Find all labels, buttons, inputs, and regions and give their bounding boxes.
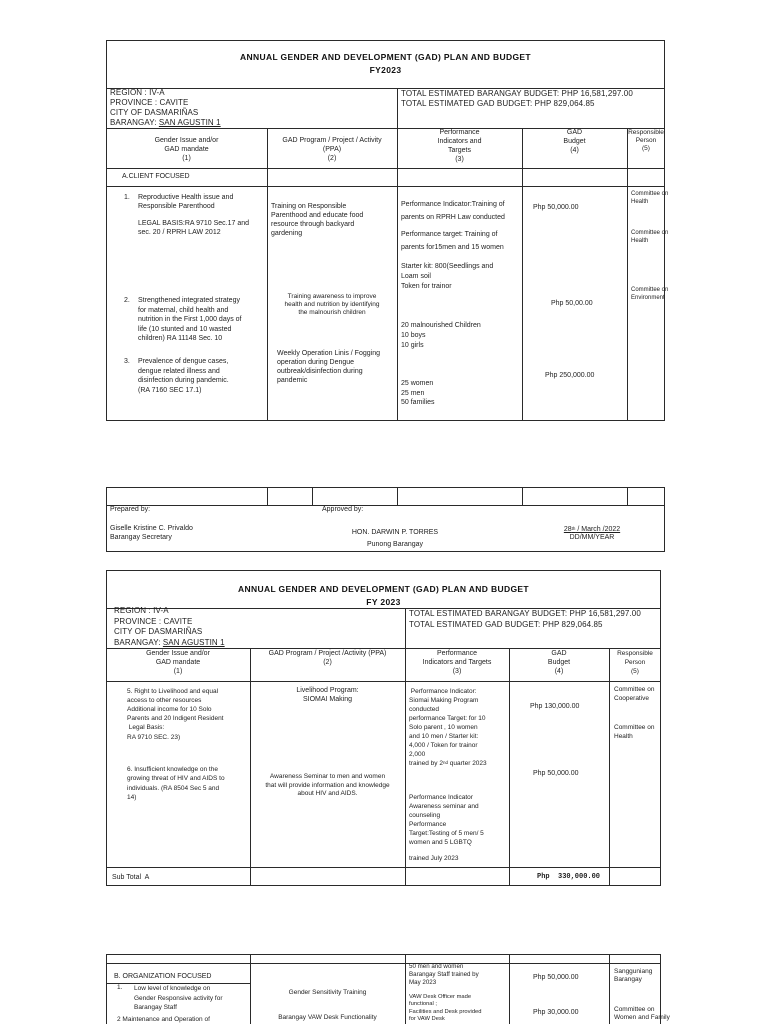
indicator-text: 20 malnourished Children 10 boys 10 girls xyxy=(401,322,481,349)
section-title: B. ORGANIZATION FOCUSED xyxy=(114,973,212,980)
table-rule xyxy=(509,954,510,1024)
city-label: CITY OF DASMARIÑAS xyxy=(110,108,199,117)
column-header-ppa: GAD Program / Project / Activity (PPA) (2) xyxy=(282,137,382,162)
program-text: Gender Sensitivity Training xyxy=(288,989,367,996)
issue-text: Reproductive Health issue and Responsible Parenthood xyxy=(138,194,234,210)
barangay-name: SAN AGUSTIN 1 xyxy=(162,637,225,647)
barangay-name: SAN AGUSTIN 1 xyxy=(158,118,221,127)
total-gad-budget: TOTAL ESTIMATED GAD BUDGET: PHP 829,064.85 xyxy=(409,620,603,629)
column-header-performance: Performance Indicators and Targets (3) xyxy=(422,649,492,675)
region-label: REGION : IV-A xyxy=(114,606,169,615)
responsible-person: Committee on Health xyxy=(631,191,669,205)
table-rule xyxy=(522,128,523,421)
program-text: Livelihood Program: SIOMAI Making xyxy=(296,687,359,703)
table-rule xyxy=(627,487,628,505)
budget-amount: Php 50,000.00 xyxy=(533,204,579,211)
responsible-person: Committee on Health xyxy=(631,230,669,244)
issue-number: 2. xyxy=(124,297,130,304)
barangay-label xyxy=(114,638,225,648)
program-text: Awareness Seminar to men and women that will provide information and knowledge about HIV and AIDS. xyxy=(265,773,390,797)
table-rule xyxy=(106,505,665,506)
budget-amount: Php 50,000.00 xyxy=(533,974,579,981)
responsible-person: Committee on Environment xyxy=(631,287,669,301)
date-rest: / March /2022 xyxy=(575,526,621,533)
trained-by-text: trained by 2 xyxy=(409,759,443,767)
section-title: A.CLIENT FOCUSED xyxy=(122,173,190,180)
subtotal-value: Php 330,000.00 xyxy=(537,873,601,881)
total-barangay-budget: TOTAL ESTIMATED BARANGAY BUDGET: PHP 16,581,297.00 xyxy=(409,609,641,618)
responsible-person: Committee on Health xyxy=(614,724,655,740)
issue-number: 1. xyxy=(117,984,123,991)
indicator-text: VAW Desk Officer made functional ; Facilities and Desk provided for VAW Desk xyxy=(409,994,482,1023)
indicator-text: trained July 2023 xyxy=(409,854,459,862)
column-header-ppa: GAD Program / Project /Activity (PPA) (2) xyxy=(268,649,387,666)
table-rule xyxy=(267,487,268,505)
trained-by-suffix: nd xyxy=(442,759,448,765)
issue-number: 3. xyxy=(124,358,130,365)
preparer-title: Barangay Secretary xyxy=(110,534,172,541)
date-format: DD/MM/YEAR xyxy=(569,534,615,541)
approver-title: Punong Barangay xyxy=(366,541,424,548)
program-text: Training on Responsible Parenthood and educate food resource through backyard gardening xyxy=(271,203,364,237)
table-rule xyxy=(397,88,398,128)
budget-amount: Php 50,00.00 xyxy=(551,300,593,307)
issue-text: 5. Right to Livelihood and equal access to other resources Additional income for 10 Solo Parents and 20 Indigent Resident Legal Basis: RA 9710 SEC. 23) xyxy=(127,687,224,741)
table-rule xyxy=(627,128,628,421)
table-rule xyxy=(312,487,313,505)
budget-amount: Php 130,000.00 xyxy=(530,703,580,710)
indicator-text: 50 men and women Barangay Staff trained by May 2023 xyxy=(409,963,479,986)
table-rule xyxy=(405,608,406,648)
table-rule xyxy=(250,648,251,886)
responsible-person: Committee on Cooperative xyxy=(614,686,655,702)
indicator-text: Performance Indicator Awareness seminar and counseling Performance Target:Testing of 5 men/ 5 women and 5 LGBTQ xyxy=(409,793,484,846)
trained-by-rest: quarter 2023 xyxy=(447,759,487,767)
table-rule xyxy=(267,128,268,421)
column-header-gender-issue: Gender Issue and/or GAD mandate (1) xyxy=(146,649,210,675)
table-rule xyxy=(609,648,610,886)
responsible-person: Committee on Women and Family xyxy=(614,1006,670,1021)
subtotal-label: Sub Total A xyxy=(112,874,150,881)
table-rule xyxy=(106,867,661,868)
program-text: Training awareness to improve health and nutrition by identifying the malnourish children xyxy=(284,293,380,316)
issue-text: 6. Insufficient knowledge on the growing threat of HIV and AIDS to individuals. (RA 8504 Sec 5 and 14) xyxy=(127,765,225,801)
total-barangay-budget: TOTAL ESTIMATED BARANGAY BUDGET: PHP 16,581,297.00 xyxy=(401,89,633,98)
province-label: PROVINCE : CAVITE xyxy=(114,616,193,626)
table-rule xyxy=(106,963,661,964)
date-suffix: th xyxy=(571,526,576,531)
region-label: REGION : IV-A xyxy=(110,88,165,97)
province-label: PROVINCE : CAVITE xyxy=(110,98,189,107)
budget-amount: Php 50,000.00 xyxy=(533,770,579,777)
budget-amount: Php 30,000.00 xyxy=(533,1009,579,1016)
table-rule xyxy=(106,168,665,169)
indicator-text: Performance Indicator: Siomai Making Program conducted performance Target: for 10 Solo parent , 10 women and 10 men / Starter kit: 4,000 / Token for trainor 2,000 xyxy=(409,687,486,759)
date-day: 28 xyxy=(563,526,572,533)
issue-text: Low level of knowledge on Gender Responsive activity for Barangay Staff xyxy=(134,985,223,1011)
barangay-label xyxy=(110,118,221,128)
column-header-budget: GAD Budget (4) xyxy=(547,649,571,675)
plan-title: ANNUAL GENDER AND DEVELOPMENT (GAD) PLAN AND BUDGET xyxy=(238,584,529,594)
preparer-name: Giselle Kristine C. Privaldo xyxy=(110,525,193,532)
issue-number: 1. xyxy=(124,194,130,201)
plan-fiscal-year: FY 2023 xyxy=(366,597,401,607)
table-rule xyxy=(405,648,406,886)
plan-fiscal-year: FY2023 xyxy=(369,65,402,75)
column-header-gender-issue: Gender Issue and/or GAD mandate (1) xyxy=(154,137,219,162)
issue-text: Prevalence of dengue cases, dengue related illness and disinfection during pandemic. (RA 7160 SEC 17.1) xyxy=(138,358,229,394)
table-rule xyxy=(405,954,406,1024)
column-header-budget: GAD Budget (4) xyxy=(563,129,586,154)
legal-basis: LEGAL BASIS:RA 9710 Sec.17 and sec. 20 / RPRH LAW 2012 xyxy=(138,220,250,236)
city-label: CITY OF DASMARIÑAS xyxy=(114,627,203,636)
issue-text: 2 Maintenance and Operation of xyxy=(117,1016,210,1023)
issue-text: Strengthened integrated strategy for maternal, child health and nutrition in the First 1,000 days of life (10 stunted and 10 wasted children) RA 11148 Sec. 10 xyxy=(138,297,242,342)
plan-title: ANNUAL GENDER AND DEVELOPMENT (GAD) PLAN AND BUDGET xyxy=(240,52,531,62)
responsible-person: Sangguniang Barangay xyxy=(614,968,653,983)
barangay-prefix: BARANGAY: xyxy=(114,637,163,647)
indicator-text: Starter kit: 800(Seedlings and Loam soil Token for trainor xyxy=(401,263,494,290)
table-rule xyxy=(106,681,661,682)
approved-by-label: Approved by: xyxy=(322,506,364,513)
table-rule xyxy=(609,954,610,1024)
total-gad-budget: TOTAL ESTIMATED GAD BUDGET: PHP 829,064.85 xyxy=(401,99,595,108)
table-rule xyxy=(509,648,510,886)
table-rule xyxy=(397,128,398,421)
indicator-text: 25 women 25 men 50 families xyxy=(401,380,435,406)
table-rule xyxy=(397,487,398,505)
program-text: Barangay VAW Desk Functionality xyxy=(278,1014,377,1021)
program-text: Weekly Operation Linis / Fogging operation during Dengue outbreak/disinfection during pandemic xyxy=(277,350,380,384)
prepared-by-label: Prepared by: xyxy=(110,506,151,513)
indicator-text: Performance Indicator:Training of parents on RPRH Law conducted xyxy=(401,201,505,221)
indicator-trained-by xyxy=(409,760,487,768)
column-header-responsible: Responsible Person (5) xyxy=(617,650,653,675)
budget-amount: Php 250,000.00 xyxy=(545,372,595,379)
indicator-text: Performance target: Training of parents for15men and 15 women xyxy=(401,231,504,251)
barangay-prefix: BARANGAY: xyxy=(110,118,159,127)
table-rule xyxy=(522,487,523,505)
approver-name: HON. DARWIN P. TORRES xyxy=(351,529,439,536)
table-rule xyxy=(106,186,665,187)
column-header-performance: Performance Indicators and Targets (3) xyxy=(437,129,482,163)
column-header-responsible: Responsible Person (5) xyxy=(628,129,664,152)
